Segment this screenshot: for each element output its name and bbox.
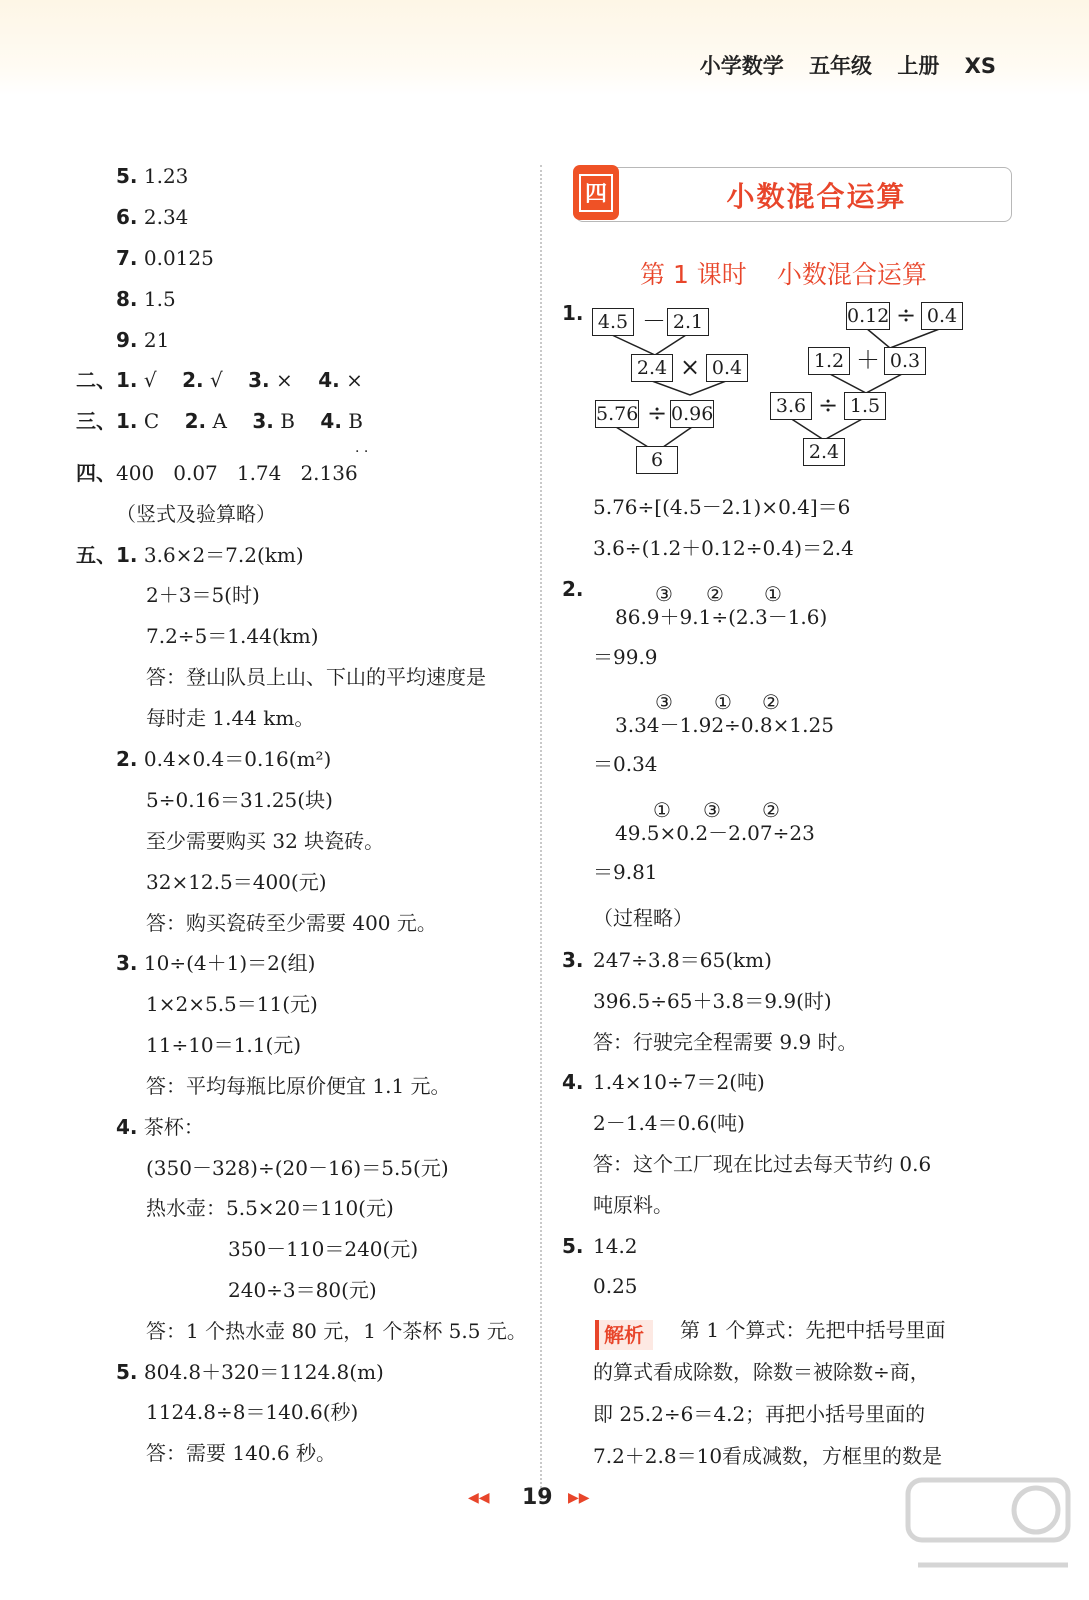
- page-number: 19: [522, 1485, 553, 1510]
- answer-line: 350－110＝240(元): [228, 1237, 419, 1261]
- question-number: 1.: [562, 301, 584, 325]
- tree-box: 1.5: [844, 392, 886, 420]
- section-4-answers: 四、400 0.07 1.74 2.136: [76, 461, 358, 485]
- tree-box: 2.4: [631, 354, 673, 382]
- answer-line: 14.2: [593, 1234, 638, 1258]
- tree-box: 0.96: [670, 400, 714, 428]
- answer-line: 1.4×10÷7＝2(吨): [593, 1070, 765, 1094]
- analysis-label: 解析: [595, 1320, 653, 1350]
- header-grade: 五年级: [809, 54, 873, 78]
- answer-line: 5. 1.23: [116, 164, 189, 188]
- note: （过程略）: [593, 906, 693, 930]
- answer-line: 2－1.4＝0.6(吨): [593, 1111, 745, 1135]
- answer-line: 五、1. 3.6×2＝7.2(km): [76, 543, 304, 567]
- answer-line: 2. 0.4×0.4＝0.16(m²): [116, 747, 332, 771]
- answer-line: 7. 0.0125: [116, 246, 214, 270]
- answer-line: 4. 茶杯：: [116, 1115, 204, 1139]
- question-number: 5.: [562, 1234, 584, 1258]
- section-3-answers: 三、1. C 2. A 3. B 4. B: [76, 409, 363, 433]
- order-mark: ①: [653, 798, 671, 822]
- expression: 3.34－1.92÷0.8×1.25: [615, 713, 834, 737]
- tree-operator: ÷: [818, 391, 839, 419]
- chapter-title: 小数混合运算: [726, 179, 907, 213]
- answer-line: 32×12.5＝400(元): [146, 870, 327, 894]
- answer-line: 吨原料。: [593, 1193, 673, 1217]
- answer-line: 答：需要 140.6 秒。: [146, 1441, 336, 1465]
- answer-line: 每时走 1.44 km。: [146, 706, 315, 730]
- order-mark: ②: [706, 582, 724, 606]
- result: ＝9.81: [593, 860, 658, 884]
- equation-line: 3.6÷(1.2＋0.12÷0.4)＝2.4: [593, 536, 854, 560]
- tree-box: 0.12: [846, 302, 890, 330]
- header-volume: 上册: [897, 54, 940, 78]
- question-number: 2.: [562, 577, 584, 601]
- tree-box: 0.4: [921, 302, 963, 330]
- tree-operator: ×: [680, 353, 701, 381]
- answer-line: 240÷3＝80(元): [228, 1278, 377, 1302]
- order-mark: ①: [714, 690, 732, 714]
- tree-a-line-1: [612, 335, 686, 355]
- answer-line: 答：1 个热水壶 80 元，1 个茶杯 5.5 元。: [146, 1319, 527, 1343]
- tree-box: 2.4: [803, 438, 845, 466]
- expression: 49.5×0.2－2.07÷23: [615, 821, 815, 845]
- equation-line: 5.76÷[(4.5－2.1)×0.4]＝6: [593, 495, 851, 519]
- answer-line: 3. 10÷(4＋1)＝2(组): [116, 951, 316, 975]
- answer-line: 1124.8÷8＝140.6(秒): [146, 1400, 359, 1424]
- tree-operator: ÷: [647, 399, 668, 427]
- question-number: 4.: [562, 1070, 584, 1094]
- section-4-note: （竖式及验算略）: [116, 502, 276, 526]
- answer-line: 至少需要购买 32 块瓷砖。: [146, 829, 385, 853]
- question-number: 3.: [562, 948, 584, 972]
- answer-line: 5. 804.8＋320＝1124.8(m): [116, 1360, 384, 1384]
- tree-box: 4.5: [592, 308, 634, 336]
- tree-b-line-3: [790, 418, 864, 440]
- answer-line: 6. 2.34: [116, 205, 189, 229]
- answer-line: 答：平均每瓶比原价便宜 1.1 元。: [146, 1074, 451, 1098]
- tree-operator: ＋: [856, 346, 880, 374]
- prev-page-arrows: ◀◀: [468, 1490, 490, 1506]
- result: ＝0.34: [593, 752, 658, 776]
- repeating-decimal-dots: · ·: [355, 444, 369, 460]
- chapter-badge: 四: [573, 165, 619, 220]
- tree-box: 5.76: [595, 400, 639, 428]
- tree-b-line-1: [866, 328, 942, 348]
- tree-a-line-2: [652, 381, 726, 395]
- tree-box: 0.4: [706, 354, 748, 382]
- answer-line: 247÷3.8＝65(km): [593, 948, 772, 972]
- answer-line: 5÷0.16＝31.25(块): [146, 788, 333, 812]
- header-subject: 小学数学: [699, 54, 784, 78]
- answer-line: 2＋3＝5(时): [146, 583, 260, 607]
- tree-box: 6: [636, 446, 678, 474]
- tree-operator: －: [642, 307, 666, 335]
- answer-line: 396.5÷65＋3.8＝9.9(时): [593, 989, 832, 1013]
- tree-box: 1.2: [808, 347, 850, 375]
- order-mark: ②: [762, 690, 780, 714]
- analysis-line: 7.2＋2.8＝10看成减数，方框里的数是: [593, 1444, 943, 1468]
- header-edition: XS: [964, 54, 996, 78]
- answer-line: 7.2÷5＝1.44(km): [146, 624, 319, 648]
- answer-line: (350－328)÷(20－16)＝5.5(元): [146, 1156, 449, 1180]
- order-mark: ②: [762, 798, 780, 822]
- section-2-answers: 二、1. √ 2. √ 3. × 4. ×: [76, 368, 363, 392]
- order-mark: ③: [655, 582, 673, 606]
- tree-b-line-2: [828, 373, 904, 393]
- analysis-line: 的算式看成除数，除数＝被除数÷商，: [593, 1360, 930, 1384]
- tree-box: 3.6: [770, 392, 812, 420]
- order-mark: ③: [703, 798, 721, 822]
- answer-line: 答：这个工厂现在比过去每天节约 0.6: [593, 1152, 932, 1176]
- answer-line: 热水壶：5.5×20＝110(元): [146, 1196, 394, 1220]
- answer-line: 0.25: [593, 1274, 638, 1298]
- answer-line: 答：行驶完全程需要 9.9 时。: [593, 1030, 858, 1054]
- next-page-arrows: ▶▶: [568, 1490, 590, 1506]
- answer-line: 答：购买瓷砖至少需要 400 元。: [146, 911, 437, 935]
- answer-line: 8. 1.5: [116, 287, 176, 311]
- answer-line: 答：登山队员上山、下山的平均速度是: [146, 665, 486, 689]
- watermark-logo: [898, 1470, 1078, 1590]
- analysis-line: 即 25.2÷6＝4.2；再把小括号里面的: [593, 1402, 926, 1426]
- answer-line: 9. 21: [116, 328, 170, 352]
- tree-operator: ÷: [896, 301, 917, 329]
- answer-line: 1×2×5.5＝11(元): [146, 992, 318, 1016]
- tree-box: 0.3: [884, 347, 926, 375]
- expression: 86.9＋9.1÷(2.3－1.6): [615, 605, 828, 629]
- lesson-title: 第 1 课时 小数混合运算: [640, 260, 927, 289]
- answer-line: 11÷10＝1.1(元): [146, 1033, 302, 1057]
- result: ＝99.9: [593, 645, 658, 669]
- order-mark: ③: [655, 690, 673, 714]
- tree-box: 2.1: [667, 308, 709, 336]
- order-mark: ①: [764, 582, 782, 606]
- analysis-line: 第 1 个算式：先把中括号里面: [680, 1318, 946, 1342]
